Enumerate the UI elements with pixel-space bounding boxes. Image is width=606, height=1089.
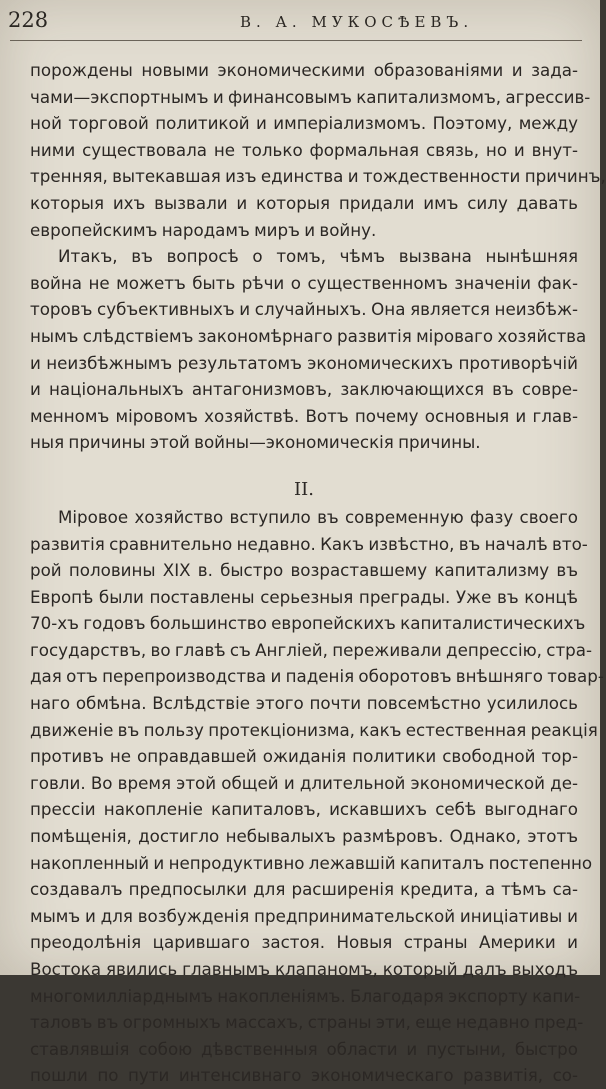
text-line: война не можетъ быть рѣчи о существенномъ значеніи фак-: [30, 272, 578, 293]
text-line: порождены новыми экономическими образованіями и зада-: [30, 60, 578, 80]
text-line: накопленный и непродуктивно лежавшій капиталъ постепенно: [30, 852, 593, 873]
text-line: говли. Во время этой общей и длительной экономической де-: [30, 772, 578, 793]
text-line: Итакъ, въ вопросѣ о томъ, чѣмъ вызвана нынѣшняя: [58, 246, 578, 267]
text-line: ними существовала не только формальная связь, но и внут-: [30, 139, 578, 160]
text-line: движеніе въ пользу протекціонизма, какъ естественная реакція: [30, 719, 598, 740]
text-line: прессіи накопленіе капиталовъ, искавшихъ себѣ выгоднаго: [30, 799, 578, 820]
text-line: нымъ слѣдствіемъ закономѣрнаго развитія міроваго хозяйства: [30, 325, 587, 346]
text-line: развитія сравнительно недавно. Какъ извѣстно, въ началѣ вто-: [30, 533, 588, 554]
page-header: [8, 6, 583, 38]
text-line: Европѣ были поставлены серьезныя преграды. Уже въ концѣ: [30, 586, 578, 607]
text-line: тренняя, вытекавшая изъ единства и тождественности причинъ,: [30, 166, 606, 187]
text-line: менномъ міровомъ хозяйствѣ. Вотъ почему основныя и глав-: [30, 405, 578, 426]
text-line: помѣщенія, достигло небывалыхъ размѣровъ. Однако, этотъ: [30, 826, 578, 847]
text-line: Востока явились главнымъ клапаномъ, который далъ выходъ: [30, 959, 578, 979]
text-line: ставлявшія собою дѣвственныя области и пустыни, быстро: [30, 1038, 578, 1059]
text-line: рой половины XIX в. быстро возраставшему капитализму въ: [30, 560, 578, 581]
spacer: [30, 456, 578, 476]
text-line: ной торговой политикой и имперіализмомъ. Поэтому, между: [30, 113, 578, 134]
text-line: дая отъ перепроизводства и паденія оборотовъ внѣшняго товар-: [30, 666, 604, 687]
text-line: чами—экспортнымъ и финансовымъ капитализмомъ, агрессив-: [30, 86, 591, 107]
text-line: государствъ, во главѣ съ Англіей, переживали депрессію, стра-: [30, 639, 593, 660]
text-line: многомилліарднымъ накопленіямъ. Благодаря экспорту капи-: [30, 985, 581, 1006]
paragraph-1: [30, 57, 606, 243]
text-line: таловъ въ огромныхъ массахъ, страны эти, еще недавно пред-: [30, 1012, 584, 1033]
text-line: ныя причины этой войны—экономическія причины.: [30, 432, 481, 453]
header-rule: [10, 40, 582, 41]
paragraph-3: [30, 504, 604, 1089]
text-line: Міровое хозяйство вступило въ современную фазу своего: [58, 506, 578, 527]
page-number: 228: [8, 8, 49, 32]
running-head: В. А. МУКОСѢЕВЪ.: [240, 13, 474, 31]
text-line: создавалъ предпосылки для расширенія кредита, а тѣмъ са-: [30, 879, 578, 900]
section-number: II.: [294, 478, 314, 500]
text-line: европейскимъ народамъ миръ и войну.: [30, 219, 377, 240]
text-line: противъ не оправдавшей ожиданія политики свободной тор-: [30, 746, 578, 767]
text-line: мымъ и для возбужденія предпринимательской иниціативы и: [30, 905, 578, 926]
paragraph-2: [30, 243, 587, 456]
text-line: которыя ихъ вызвали и которыя придали имъ силу давать: [30, 192, 578, 213]
text-line: и неизбѣжнымъ результатомъ экономическихъ противорѣчій: [30, 352, 578, 373]
text-line: 70-хъ годовъ большинство европейскихъ капиталистическихъ: [30, 613, 586, 634]
page-body: [30, 57, 606, 1089]
text-line: преодолѣнія царившаго застоя. Новыя страны Америки и: [30, 932, 578, 953]
text-line: пошли по пути интенсивнаго экономическаго развитія, со-: [30, 1065, 578, 1086]
text-line: торовъ субъективныхъ и случайныхъ. Она является неизбѣж-: [30, 299, 578, 320]
text-line: наго обмѣна. Вслѣдствіе этого почти повсемѣстно усилилось: [30, 693, 578, 714]
text-line: и національныхъ антагонизмовъ, заключающихся въ совре-: [30, 379, 578, 400]
